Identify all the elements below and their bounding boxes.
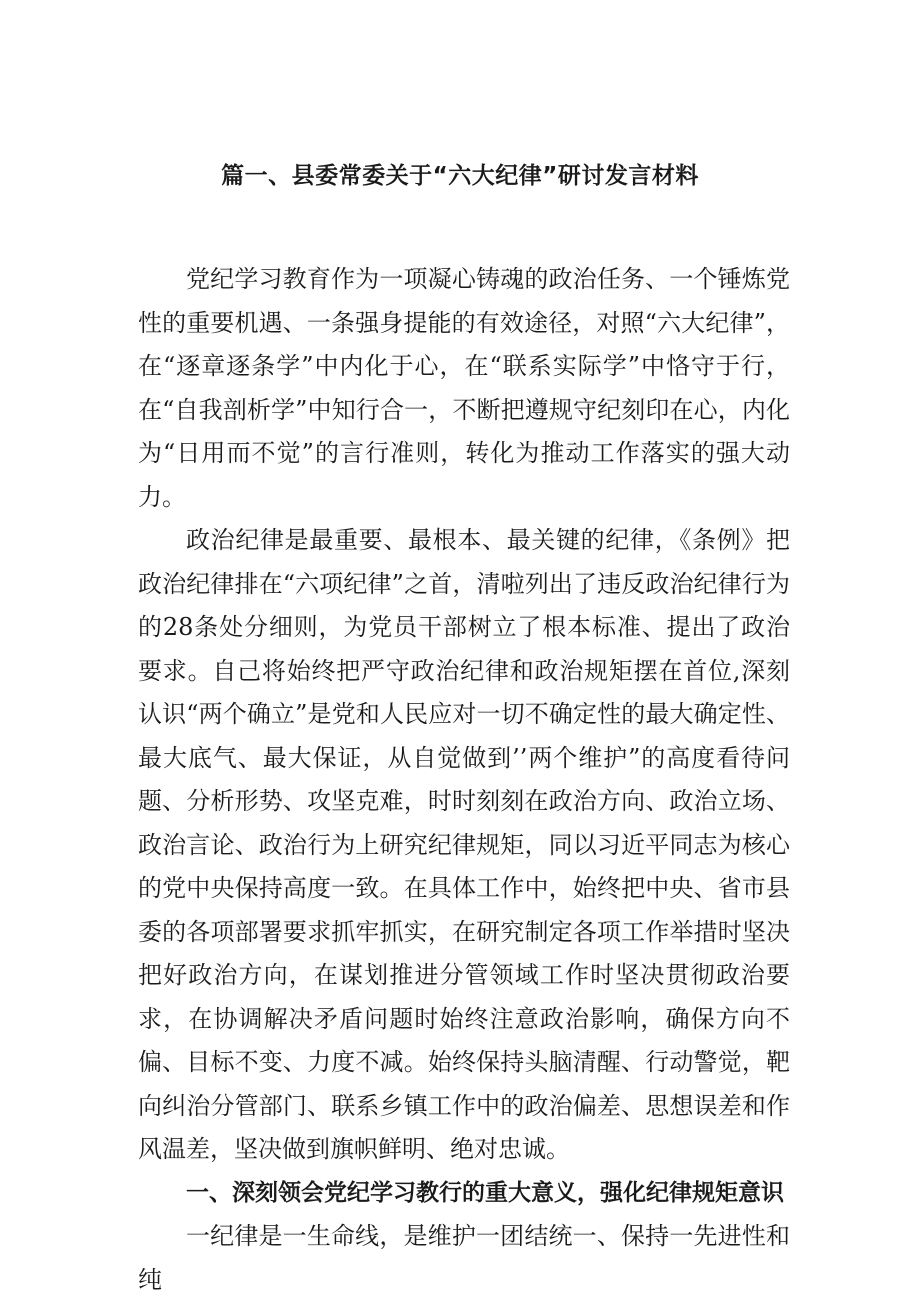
document-title: 篇一、县委常委关于“六大纪律”研讨发言材料 [221, 163, 699, 189]
paragraph-section-one-start: 一纪律是一生命线，是维护一团结统一、保持一先进性和纯 [138, 1222, 790, 1294]
paragraph-intro: 党纪学习教育作为一项凝心铸魂的政治任务、一个锤炼党性的重要机遇、一条强身提能的有效途径，对照“六大纪律”，在“逐章逐条学”中内化于心，在“联系实际学”中恪守于行，在“自我剖析学”中知行合一，不断把遵规守纪刻印在心，内化为“日用而不觉”的言行准则，转化为推动工作落实的强大动力。 [138, 265, 790, 511]
document-body [138, 258, 790, 1302]
section-heading-one: 一、深刻领会党纪学习教行的重大意义，强化纪律规矩意识 [186, 1179, 784, 1206]
paragraph-political-discipline: 政治纪律是最重要、最根本、最关键的纪律，《条例》把政治纪律排在“六项纪律”之首，清啦列出了违反政治纪律行为的28条处分细则，为党员干部树立了根本标准、提出了政治要求。自己将始终把严守政治纪律和政治规矩摆在首位,深刻认识“两个确立”是党和人民应对一切不确定性的最大确定性、最大底气、最大保证，从自觉做到’’两个维护”的高度看待问题、分析形势、攻坚克难，时时刻刻在政治方向、政治立场、政治言论、政治行为上研究纪律规矩，同以习近平同志为核心的党中央保持高度一致。在具体工作中，始终把中央、省市县委的各项部署要求抓牢抓实，在研究制定各项工作举措时坚决把好政治方向，在谋划推进分管领域工作时坚决贯彻政治要求，在协调解决矛盾问题时始终注意政治影响，确保方向不偏、目标不变、力度不减。始终保持头脑清醒、行动警觉，靶向纠治分管部门、联系乡镇工作中的政治偏差、思想误差和作风温差，坚决做到旗帜鲜明、绝对忠诚。 [138, 526, 790, 1163]
